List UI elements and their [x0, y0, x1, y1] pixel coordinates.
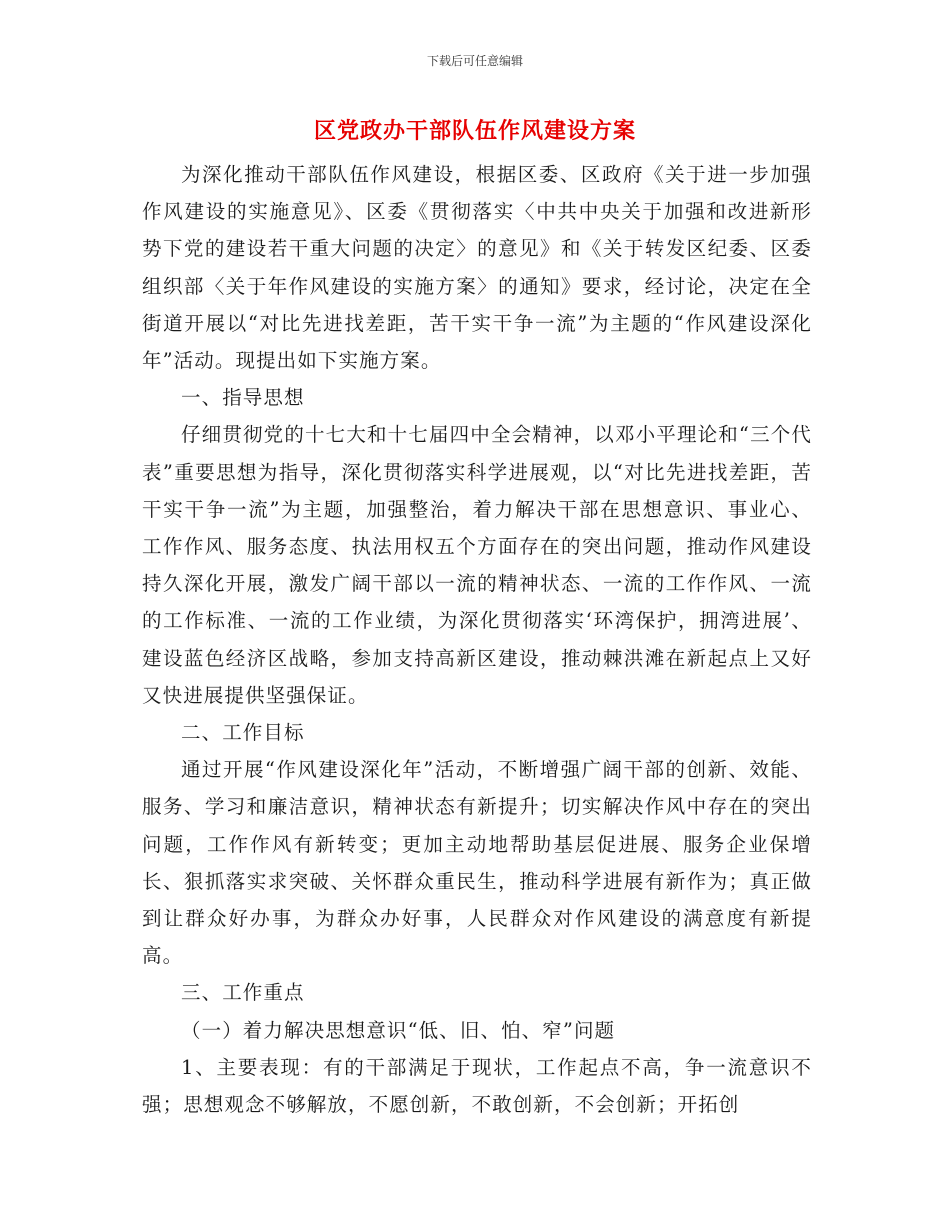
section-heading-work-focus: 三、工作重点: [181, 981, 305, 1005]
subsection-heading-1: （一）着力解决思想意识“低、旧、怕、窄”问题: [181, 1018, 616, 1042]
paragraph-guiding-thought: 仔细贯彻党的十七大和十七届四中全会精神，以邓小平理论和“三个代表”重要思想为指导，深化贯彻落实科学进展观，以“对比先进找差距，苦干实干争一流”为主题，加强整治，着力解决干部在思想意识、事业心、工作作风、服务态度、执法用权五个方面存在的突出问题，推动作风建设持久深化开展，激发广阔干部以一流的精神状态、一流的工作作风、一流的工作标准、一流的工作业绩，为深化贯彻落实‘环湾保护，拥湾进展’、建设蓝色经济区战略，参加支持高新区建设，推动棘洪滩在新起点上又好又快进展提供坚强保证。: [142, 423, 812, 707]
document-body: [142, 156, 812, 1123]
paragraph-main-manifestations: 1、主要表现：有的干部满足于现状，工作起点不高，争一流意识不强；思想观念不够解放，不愿创新，不敢创新，不会创新；开拓创: [142, 1055, 812, 1117]
paragraph-intro: 为深化推动干部队伍作风建设，根据区委、区政府《关于进一步加强作风建设的实施意见》、区委《贯彻落实〈中共中央关于加强和改进新形势下党的建设若干重大问题的决定〉的意见》和《关于转发区纪委、区委组织部〈关于年作风建设的实施方案〉的通知》要求，经讨论，决定在全街道开展以“对比先进找差距，苦干实干争一流”为主题的“作风建设深化年”活动。现提出如下实施方案。: [142, 163, 812, 373]
header-note: 下载后可任意编辑: [426, 54, 523, 68]
section-heading-work-goals: 二、工作目标: [181, 721, 305, 745]
section-heading-guiding-thought: 一、指导思想: [181, 386, 305, 410]
document-title: 区党政办干部队伍作风建设方案: [313, 119, 636, 144]
paragraph-work-goals: 通过开展“作风建设深化年”活动，不断增强广阔干部的创新、效能、服务、学习和廉洁意识，精神状态有新提升；切实解决作风中存在的突出问题，工作作风有新转变；更加主动地帮助基层促进展、服务企业保增长、狠抓落实求突破、关怀群众重民生，推动科学进展有新作为；真正做到让群众好办事，为群众办好事，人民群众对作风建设的满意度有新提高。: [142, 758, 812, 968]
